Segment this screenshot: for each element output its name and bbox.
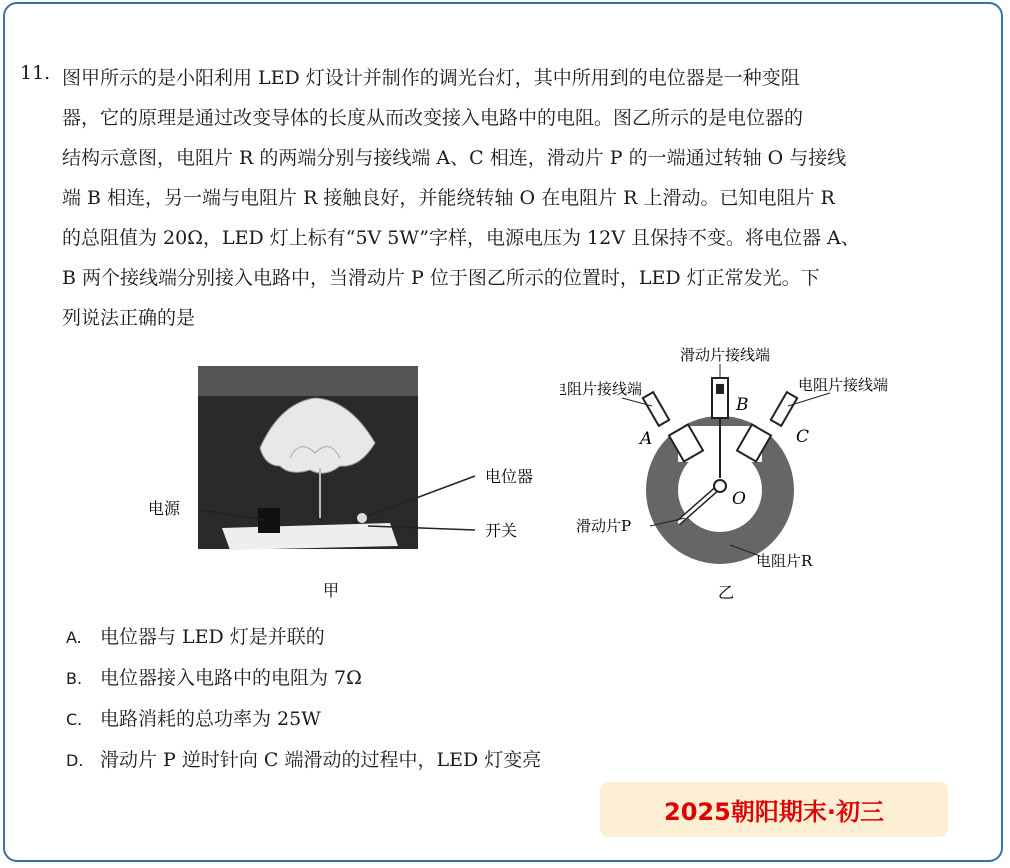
figure-jia (140, 358, 560, 608)
caption-yi: 乙 (718, 583, 735, 602)
stem-line: 图甲所示的是小阳利用 LED 灯设计并制作的调光台灯，其中所用到的电位器是一种变阻 (62, 67, 800, 89)
label-power: 电源 (148, 499, 181, 518)
answer-options (66, 617, 541, 781)
option-letter: D. (66, 751, 84, 770)
stem-line: 列说法正确的是 (62, 307, 196, 329)
option-text: 电路消耗的总功率为 25W (100, 708, 321, 730)
question-stem (62, 58, 982, 338)
label-switch: 开关 (485, 521, 518, 540)
caption-jia: 甲 (323, 581, 340, 600)
stem-line: 结构示意图，电阻片 R 的两端分别与接线端 A、C 相连，滑动片 P 的一端通过转轴 O 与接线 (62, 147, 847, 169)
stem-line: 器，它的原理是通过改变导体的长度从而改变接入电路中的电阻。图乙所示的是电位器的 (62, 107, 804, 129)
label-slider: 滑动片P (576, 517, 632, 535)
figure-yi (560, 338, 920, 608)
source-tag: 2025朝阳期末·初三 (600, 782, 948, 837)
option-letter: C. (66, 710, 83, 729)
label-o: O (732, 489, 746, 509)
option-d[interactable] (66, 740, 541, 781)
stem-line: B 两个接线端分别接入电路中，当滑动片 P 位于图乙所示的位置时，LED 灯正常发光。下 (62, 267, 820, 289)
label-resistor-terminal-right: 电阻片接线端 (798, 376, 889, 394)
question-number: 11. (20, 62, 51, 84)
stem-line: 的总阻值为 20Ω，LED 灯上标有“5V 5W”字样，电源电压为 12V 且保持不变。将电位器 A、 (62, 227, 860, 249)
label-a: A (640, 429, 653, 449)
option-letter: A. (66, 628, 82, 647)
stem-line: 端 B 相连，另一端与电阻片 R 接触良好，并能绕转轴 O 在电阻片 R 上滑动。已知电阻片 R (62, 187, 835, 209)
option-text: 电位器接入电路中的电阻为 7Ω (100, 667, 362, 689)
option-b[interactable] (66, 658, 541, 699)
label-resistor-terminal-left: 电阻片接线端 (560, 380, 643, 398)
lamp-photo (140, 358, 560, 608)
option-a[interactable] (66, 617, 541, 658)
option-c[interactable] (66, 699, 541, 740)
label-potentiometer: 电位器 (485, 467, 534, 486)
option-letter: B. (66, 669, 83, 688)
label-slider-terminal: 滑动片接线端 (680, 346, 771, 364)
label-resistor: 电阻片R (756, 552, 813, 570)
label-c: C (796, 427, 810, 447)
label-b: B (736, 395, 749, 415)
option-text: 电位器与 LED 灯是并联的 (100, 626, 325, 648)
potentiometer-diagram (560, 338, 920, 608)
option-text: 滑动片 P 逆时针向 C 端滑动的过程中，LED 灯变亮 (100, 749, 542, 771)
